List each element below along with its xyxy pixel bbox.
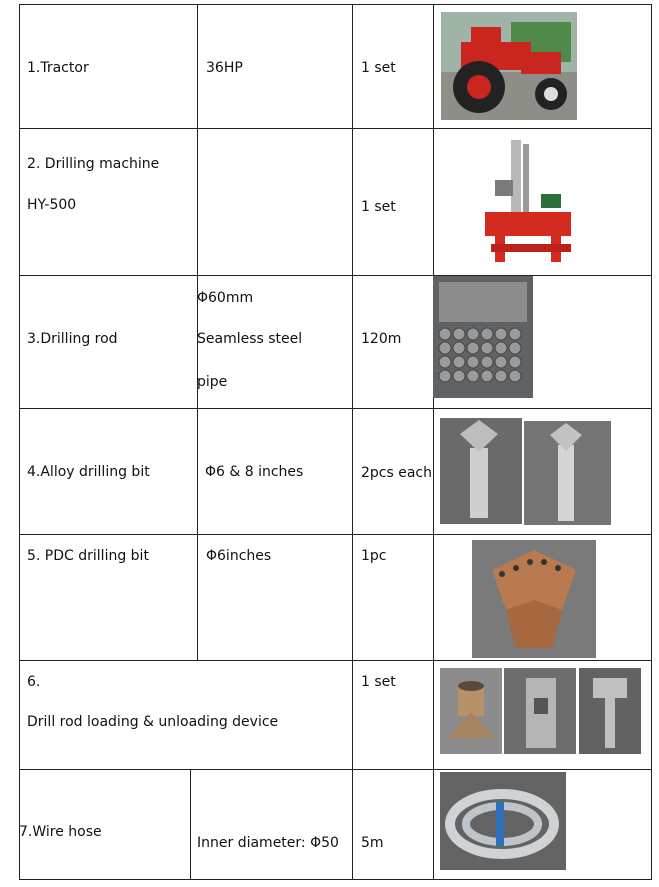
row-divider: [19, 275, 652, 276]
pdc-bit-photo: [472, 540, 596, 658]
item-spec: Φ6 & 8 inches: [205, 464, 304, 480]
row-divider: [19, 408, 652, 409]
loading-device-photo: [504, 668, 576, 754]
table-border-top: [19, 4, 652, 5]
item-name: 1.Tractor: [27, 60, 89, 76]
item-spec: Inner diameter: Φ50: [197, 835, 339, 851]
item-quantity: 1 set: [361, 199, 396, 215]
item-number: 6.: [27, 674, 41, 690]
alloy-bit-photo: [524, 421, 611, 525]
table-border-left: [19, 4, 20, 880]
row-divider: [19, 769, 652, 770]
drilling-machine-photo: [455, 136, 575, 270]
item-quantity: 120m: [361, 331, 402, 347]
spec-material: Seamless steel: [197, 331, 303, 347]
column-divider: [190, 769, 191, 880]
column-divider: [433, 4, 434, 880]
loading-device-photo: [579, 668, 641, 754]
table-border-right: [651, 4, 652, 880]
item-spec: 36HP: [206, 60, 243, 76]
row-divider: [19, 128, 652, 129]
drilling-rods-photo: [433, 276, 533, 398]
row-divider: [19, 534, 652, 535]
item-name: Drill rod loading & unloading device: [27, 714, 279, 730]
item-spec: Φ6inches: [206, 548, 272, 564]
spec-material-cont: pipe: [197, 374, 228, 390]
row-divider: [19, 660, 652, 661]
item-quantity: 2pcs each: [361, 465, 432, 481]
item-quantity: 5m: [361, 835, 384, 851]
item-quantity: 1 set: [361, 674, 396, 690]
item-name: 3.Drilling rod: [27, 331, 118, 347]
spec-diameter: Φ60mm: [197, 290, 254, 306]
item-name: 7.Wire hose: [19, 824, 102, 840]
loading-device-photo: [440, 668, 502, 754]
item-name: 2. Drilling machine: [27, 156, 160, 172]
item-quantity: 1 set: [361, 60, 396, 76]
item-name: 5. PDC drilling bit: [27, 548, 149, 564]
column-divider: [352, 4, 353, 880]
tractor-photo: [441, 12, 577, 120]
equipment-table: [19, 4, 652, 880]
wire-hose-photo: [440, 772, 566, 870]
item-name: 4.Alloy drilling bit: [27, 464, 150, 480]
table-border-bottom: [19, 879, 652, 880]
item-model: HY-500: [27, 197, 77, 213]
alloy-bit-photo: [440, 418, 522, 524]
item-quantity: 1pc: [361, 548, 387, 564]
